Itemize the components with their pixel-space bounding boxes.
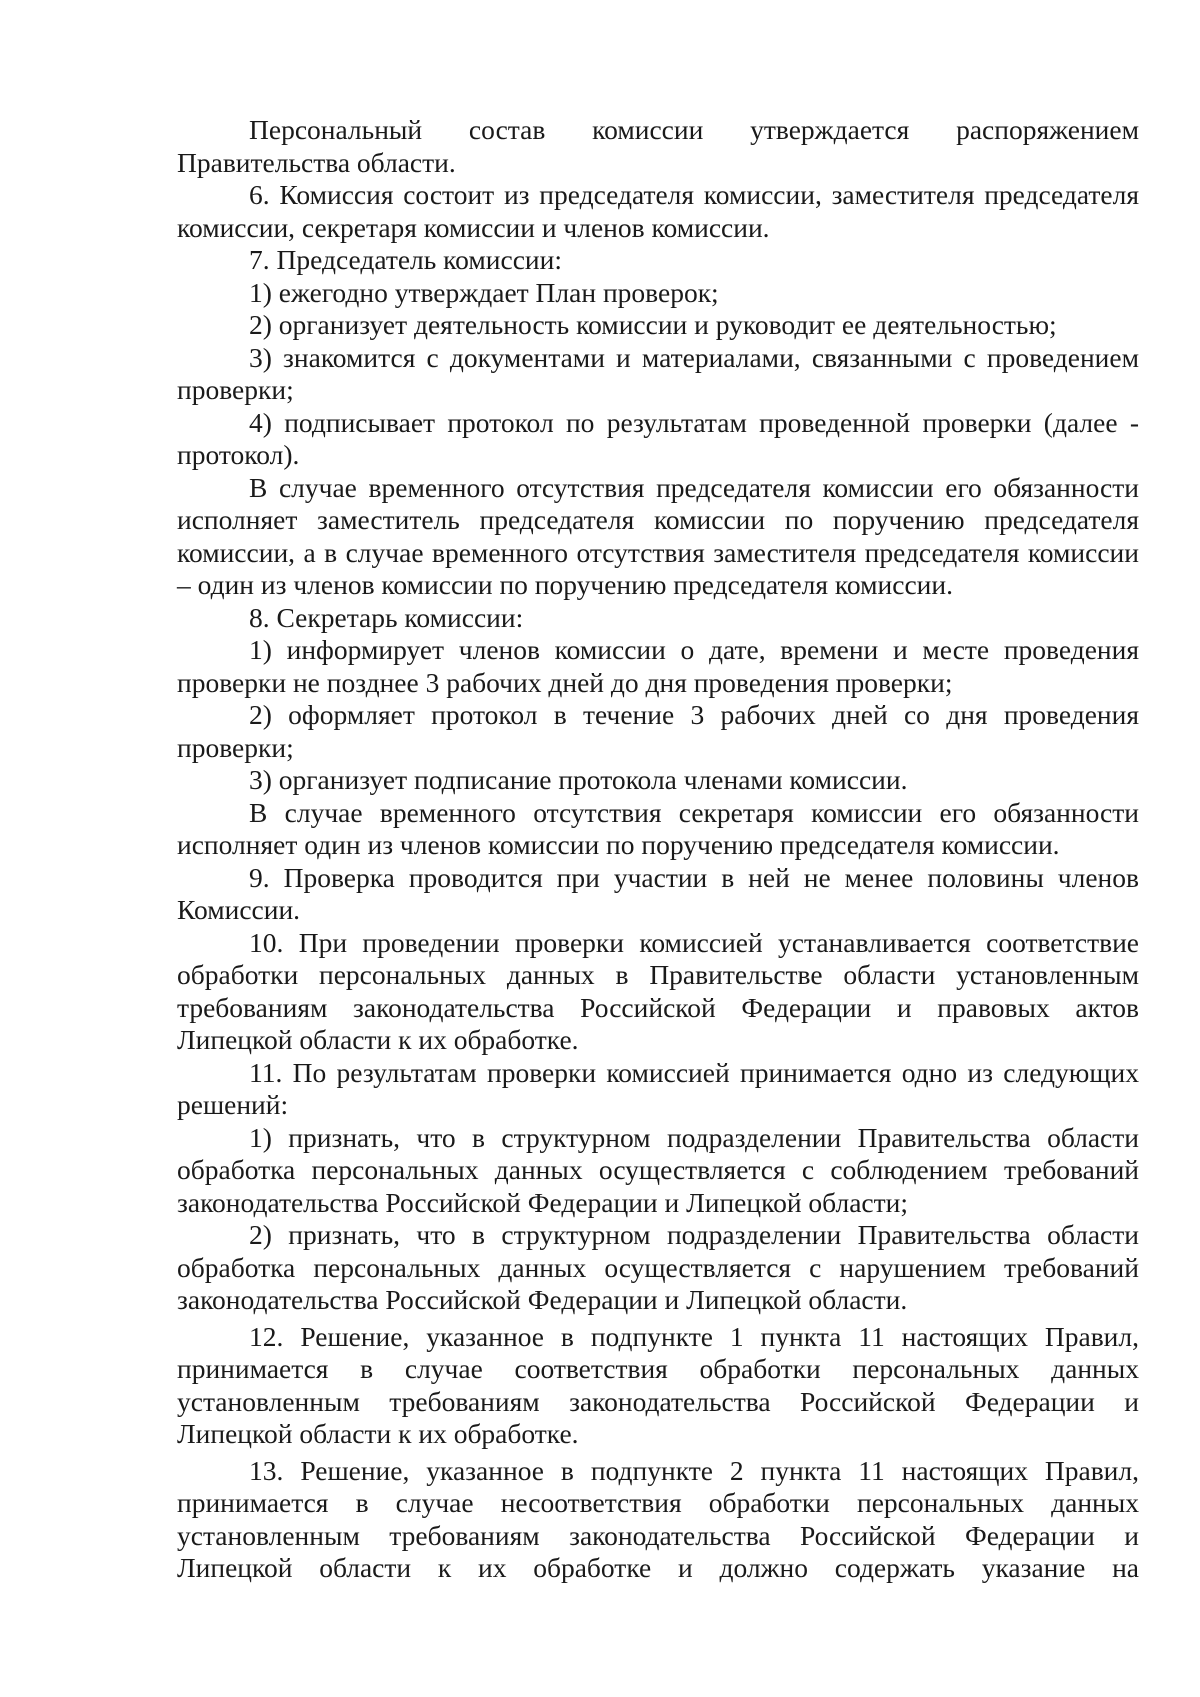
paragraph-item-7-3: 3) знакомится с документами и материалами, связанными с проведением проверки; bbox=[177, 341, 1139, 405]
paragraph-item-11: 11. По результатам проверки комиссией принимается одно из следующих решений: bbox=[177, 1056, 1139, 1120]
paragraph-item-6: 6. Комиссия состоит из председателя комиссии, заместителя председателя комиссии, секретаря комиссии и членов комиссии. bbox=[177, 179, 1139, 243]
paragraph-item-8: 8. Секретарь комиссии: bbox=[249, 601, 524, 633]
paragraph-item-7-4: 4) подписывает протокол по результатам проведенной проверки (далее - протокол). bbox=[177, 406, 1139, 470]
paragraph-item-13: 13. Решение, указанное в подпункте 2 пункта 11 настоящих Правил, принимается в случае несоответствия обработки персональных данных установленным требованиям законодательства Российской Федерации и Липецкой области к их обработке и должно содержать указание на bbox=[177, 1454, 1139, 1583]
paragraph-item-12: 12. Решение, указанное в подпункте 1 пункта 11 настоящих Правил, принимается в случае соответствия обработки персональных данных установленным требованиям законодательства Российской Федерации и Липецкой области к их обработке. bbox=[177, 1320, 1139, 1449]
paragraph-item-10: 10. При проведении проверки комиссией устанавливается соответствие обработки персональных данных в Правительстве области установленным требованиям законодательства Российской Федерации и правовых актов Липецкой области к их обработке. bbox=[177, 926, 1139, 1055]
paragraph-personnel-composition: Персональный состав комиссии утверждается распоряжением Правительства области. bbox=[177, 114, 1139, 178]
paragraph-chairman-absence: В случае временного отсутствия председателя комиссии его обязанности исполняет заместитель председателя комиссии по поручению председателя комиссии, а в случае временного отсутствия заместителя председателя комиссии – один из членов комиссии по поручению председателя комиссии. bbox=[177, 471, 1139, 600]
paragraph-item-7: 7. Председатель комиссии: bbox=[249, 244, 562, 275]
paragraph-item-9: 9. Проверка проводится при участии в ней не менее половины членов Комиссии. bbox=[177, 861, 1139, 925]
paragraph-item-8-2: 2) оформляет протокол в течение 3 рабочих дней со дня проведения проверки; bbox=[177, 699, 1139, 763]
paragraph-item-8-1: 1) информирует членов комиссии о дате, времени и месте проведения проверки не позднее 3 рабочих дней до дня проведения проверки; bbox=[177, 634, 1139, 698]
document-body bbox=[177, 114, 1139, 1585]
paragraph-item-7-1: 1) ежегодно утверждает План проверок; bbox=[249, 276, 719, 308]
paragraph-item-11-1: 1) признать, что в структурном подразделении Правительства области обработка персональных данных осуществляется с соблюдением требований законодательства Российской Федерации и Липецкой области; bbox=[177, 1121, 1139, 1218]
paragraph-item-11-2: 2) признать, что в структурном подразделении Правительства области обработка персональных данных осуществляется с нарушением требований законодательства Российской Федерации и Липецкой области. bbox=[177, 1219, 1139, 1315]
paragraph-item-7-2: 2) организует деятельность комиссии и руководит ее деятельностью; bbox=[249, 309, 1057, 340]
paragraph-item-8-3: 3) организует подписание протокола членами комиссии. bbox=[249, 764, 908, 795]
paragraph-secretary-absence: В случае временного отсутствия секретаря комиссии его обязанности исполняет один из членов комиссии по поручению председателя комиссии. bbox=[177, 796, 1139, 860]
